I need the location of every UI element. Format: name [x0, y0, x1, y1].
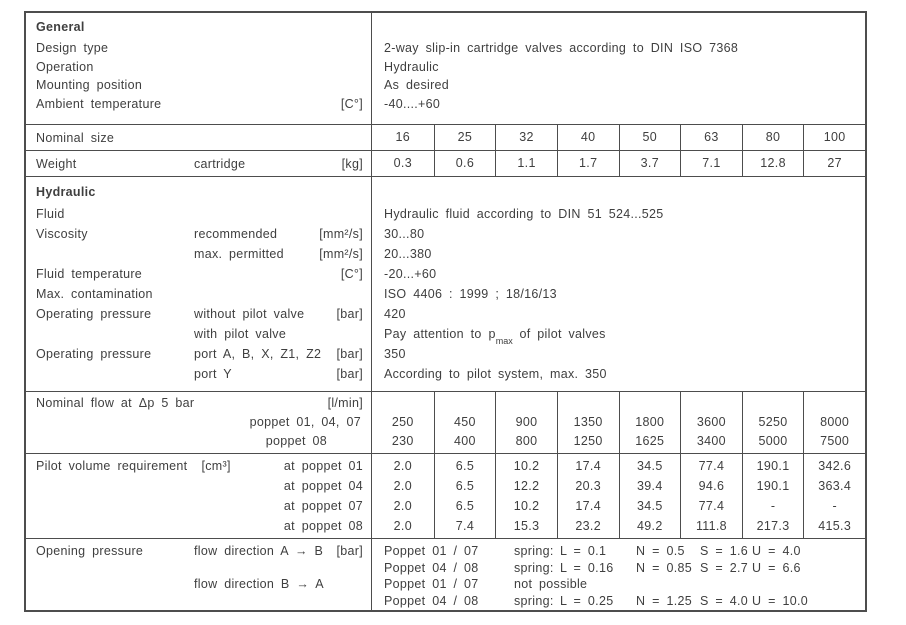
- spring-s: S = 4.0: [700, 593, 749, 608]
- sub-with-pilot-valve: with pilot valve: [194, 327, 287, 341]
- poppet-id: Poppet 04 / 08: [384, 593, 479, 608]
- weight-cell: 3.7: [619, 151, 681, 176]
- flow-value: 1800: [635, 415, 665, 429]
- spring-s: S = 2.7: [700, 560, 749, 575]
- pilot-value: 6.5: [455, 479, 475, 493]
- flow-value: 230: [391, 434, 414, 448]
- weight-values: [371, 151, 865, 176]
- unit-flow: [l/min]: [327, 396, 363, 410]
- pilot-value: 10.2: [513, 499, 540, 513]
- value-pressure-port-y: According to pilot system, max. 350: [384, 367, 607, 381]
- pilot-value: 15.3: [513, 519, 540, 533]
- value-ambient-temperature: -40....+60: [384, 97, 441, 112]
- pilot-value: 217.3: [756, 519, 790, 533]
- pilot-value: 23.2: [575, 519, 601, 533]
- pilot-volume-labels: [26, 454, 371, 538]
- weight-cell: 0.6: [434, 151, 496, 176]
- label-poppet-08: poppet 08: [265, 434, 327, 448]
- size-cell: 63: [680, 125, 742, 150]
- label-weight: Weight: [36, 156, 77, 171]
- sub-flow-direction-ba: flow direction B → A: [194, 577, 324, 591]
- sub-recommended: recommended: [194, 227, 278, 241]
- label-opening-pressure: Opening pressure: [36, 544, 144, 558]
- pilot-volume-values: [371, 454, 865, 538]
- label-fluid: Fluid: [36, 207, 65, 221]
- label-operation: Operation: [36, 59, 94, 74]
- label-mounting-position: Mounting position: [36, 78, 143, 93]
- flow-value: 1250: [573, 434, 603, 448]
- section-title-hydraulic: Hydraulic: [36, 185, 96, 199]
- row-weight: [26, 151, 865, 177]
- size-cell: 32: [495, 125, 557, 150]
- pilot-value: -: [832, 499, 837, 513]
- size-cell: 40: [557, 125, 619, 150]
- weight-cell: 1.1: [495, 151, 557, 176]
- label-max-contamination: Max. contamination: [36, 287, 153, 301]
- hydraulic-values: [371, 177, 865, 391]
- poppet-id: Poppet 04 / 08: [384, 560, 479, 575]
- weight-cell: 12.8: [742, 151, 804, 176]
- spring-u: U = 4.0: [752, 544, 801, 558]
- pilot-value: 17.4: [575, 459, 601, 473]
- spacer: [743, 394, 804, 413]
- unit-cm3: [cm³]: [201, 459, 231, 473]
- spacer: [372, 394, 434, 413]
- flow-value: 1350: [573, 415, 603, 429]
- pilot-value: 2.0: [393, 499, 412, 513]
- unit-ambient-temperature: [C°]: [340, 97, 363, 112]
- spacer: [435, 394, 496, 413]
- nominal-flow-labels: [26, 392, 371, 453]
- label-cartridge: cartridge: [194, 156, 246, 171]
- label-at-poppet-04: at poppet 04: [283, 479, 363, 493]
- pilot-value: 2.0: [393, 519, 412, 533]
- value-viscosity-max: 20...380: [384, 247, 432, 261]
- spring-l: L = 0.16: [560, 560, 614, 575]
- pilot-value: 342.6: [818, 459, 852, 473]
- general-row-label: [36, 95, 363, 114]
- pilot-value: -: [770, 499, 776, 513]
- weight-label-cell: [26, 151, 371, 176]
- method: spring:: [514, 593, 554, 608]
- spacer: [558, 394, 619, 413]
- size-cell: 100: [803, 125, 865, 150]
- label-viscosity: Viscosity: [36, 227, 88, 241]
- spring-l: L = 0.1: [560, 544, 607, 558]
- pilot-value: 34.5: [637, 459, 663, 473]
- method: not possible: [514, 577, 588, 591]
- opening-row: [384, 560, 865, 577]
- hydraulic-labels: [26, 177, 371, 391]
- pilot-value: 77.4: [698, 459, 725, 473]
- value-mounting-position: As desired: [384, 78, 450, 93]
- spring-l: L = 0.25: [560, 593, 614, 608]
- weight-cell: 7.1: [680, 151, 742, 176]
- spacer: [384, 180, 865, 204]
- nominal-size-values: [371, 125, 865, 150]
- spacer: [681, 394, 742, 413]
- unit-bar: [bar]: [336, 367, 363, 381]
- size-cell: 16: [395, 130, 411, 144]
- spring-n: N = 0.5: [636, 544, 685, 558]
- unit-bar: [bar]: [336, 544, 363, 558]
- section-opening-pressure: [26, 539, 865, 610]
- flow-value: 250: [391, 415, 414, 429]
- row-nominal-size: [26, 125, 865, 151]
- sub-without-pilot-valve: without pilot valve: [194, 307, 305, 321]
- general-labels: [26, 13, 371, 124]
- value-operation: Hydraulic: [384, 59, 439, 74]
- section-pilot-volume: [26, 454, 865, 539]
- label-operating-pressure: Operating pressure: [36, 307, 152, 321]
- label-empty: [36, 364, 194, 384]
- spacer: [620, 394, 681, 413]
- label-poppet-01-04-07: poppet 01, 04, 07: [249, 415, 361, 429]
- sub-ports: port A, B, X, Z1, Z2: [194, 347, 322, 361]
- flow-value: 3400: [696, 434, 726, 448]
- sub: [194, 284, 363, 304]
- general-row-label: [36, 39, 363, 58]
- weight-cell: 27: [803, 151, 865, 176]
- general-values: [371, 13, 865, 124]
- spring-u: U = 10.0: [752, 593, 809, 608]
- unit-bar: [bar]: [336, 307, 363, 321]
- sub-max-permitted: max. permitted: [194, 247, 284, 261]
- label-nominal-flow: Nominal flow at Δp 5 bar: [36, 396, 195, 410]
- value-pressure-without-pilot: 420: [384, 307, 406, 321]
- spec-table: [24, 11, 867, 612]
- spring-n: N = 0.85: [636, 560, 693, 575]
- pilot-value: 49.2: [637, 519, 663, 533]
- pilot-value: 190.1: [756, 459, 790, 473]
- pilot-value: 2.0: [393, 459, 412, 473]
- label-at-poppet-07: at poppet 07: [283, 499, 363, 513]
- pilot-value: 17.4: [575, 499, 601, 513]
- flow-value: 900: [515, 415, 538, 429]
- pilot-value: 6.5: [455, 459, 475, 473]
- label-pilot-volume: Pilot volume requirement: [36, 459, 188, 473]
- pilot-value: 190.1: [756, 479, 790, 493]
- general-row-label: [36, 76, 363, 95]
- pilot-value: 7.4: [455, 519, 475, 533]
- method: spring:: [514, 560, 554, 575]
- flow-value: 8000: [820, 415, 850, 429]
- unit-fluid-temperature: [C°]: [340, 267, 363, 281]
- nominal-flow-values: [371, 392, 865, 453]
- spring-u: U = 6.6: [752, 560, 801, 575]
- spacer: [496, 394, 557, 413]
- sub-port-y: port Y: [194, 367, 232, 381]
- label-operating-pressure: Operating pressure: [36, 347, 152, 361]
- pilot-value: 111.8: [695, 519, 727, 533]
- label-fluid-temperature: Fluid temperature: [36, 267, 143, 281]
- unit-weight: [kg]: [341, 156, 363, 171]
- pmax-subscript: max: [495, 335, 513, 346]
- pilot-value: 34.5: [637, 499, 663, 513]
- spring-n: N = 1.25: [636, 593, 693, 608]
- label-nominal-size: Nominal size: [36, 130, 115, 145]
- label-empty: [36, 324, 194, 344]
- label-empty: [36, 244, 194, 264]
- unit-bar: [bar]: [336, 347, 363, 361]
- opening-row: [384, 593, 865, 610]
- spring-s: S = 1.6: [700, 544, 749, 558]
- pilot-value: 77.4: [698, 499, 725, 513]
- sub-flow-direction-ab: flow direction A → B: [194, 544, 324, 558]
- unit-viscosity: [mm²/s]: [319, 247, 363, 261]
- weight-cell: 0.3: [393, 156, 412, 170]
- flow-value: 5250: [758, 415, 788, 429]
- pilot-value: 39.4: [637, 479, 663, 493]
- pilot-value: 12.2: [513, 479, 540, 493]
- label-design-type: Design type: [36, 41, 109, 55]
- pilot-value: 94.6: [698, 479, 725, 493]
- value-viscosity-recommended: 30...80: [384, 227, 425, 241]
- weight-cell: 1.7: [557, 151, 619, 176]
- flow-value: 400: [454, 434, 476, 448]
- poppet-id: Poppet 01 / 07: [384, 544, 479, 558]
- opening-pressure-values: [371, 539, 865, 610]
- pilot-value: 10.2: [513, 459, 540, 473]
- value-max-contamination: ISO 4406 : 1999 ; 18/16/13: [384, 287, 557, 301]
- pilot-value: 20.3: [575, 479, 601, 493]
- sub: [194, 204, 363, 224]
- sub: [194, 264, 341, 284]
- flow-value: 3600: [696, 415, 726, 429]
- label-at-poppet-01: at poppet 01: [283, 459, 363, 473]
- flow-value: 450: [454, 415, 476, 429]
- section-general: [26, 13, 865, 125]
- value-pressure-with-pilot: Pay attention to $p_{max}$ of pilot valves: [384, 327, 606, 346]
- spacer: [384, 16, 865, 39]
- flow-value: 800: [515, 434, 538, 448]
- flow-value: 5000: [758, 434, 788, 448]
- flow-value: 7500: [820, 434, 850, 448]
- pilot-value: 2.0: [393, 479, 412, 493]
- spacer: [804, 394, 865, 413]
- section-title-general: General: [36, 20, 85, 34]
- size-cell: 25: [434, 125, 496, 150]
- size-cell: 80: [742, 125, 804, 150]
- general-row-label: [36, 58, 363, 77]
- size-cell: 50: [619, 125, 681, 150]
- unit-viscosity: [mm²/s]: [319, 227, 363, 241]
- value-pressure-ports: 350: [384, 347, 406, 361]
- flow-value: 1625: [635, 434, 665, 448]
- label-ambient-temperature: Ambient temperature: [36, 97, 162, 112]
- value-fluid-temperature: -20...+60: [384, 267, 437, 281]
- section-nominal-flow: [26, 392, 865, 454]
- opening-pressure-labels: [26, 539, 371, 610]
- opening-row: [384, 543, 865, 560]
- opening-row: [384, 576, 865, 593]
- pilot-value: 6.5: [455, 499, 475, 513]
- nominal-size-label-cell: [26, 125, 371, 150]
- pilot-value: 363.4: [818, 479, 852, 493]
- section-hydraulic: [26, 177, 865, 392]
- value-design-type: 2-way slip-in cartridge valves according to DIN ISO 7368: [384, 41, 739, 55]
- method: spring:: [514, 544, 554, 558]
- value-fluid: Hydraulic fluid according to DIN 51 524...525: [384, 207, 664, 221]
- label-at-poppet-08: at poppet 08: [283, 519, 363, 533]
- poppet-id: Poppet 01 / 07: [384, 577, 479, 591]
- pilot-value: 415.3: [818, 519, 852, 533]
